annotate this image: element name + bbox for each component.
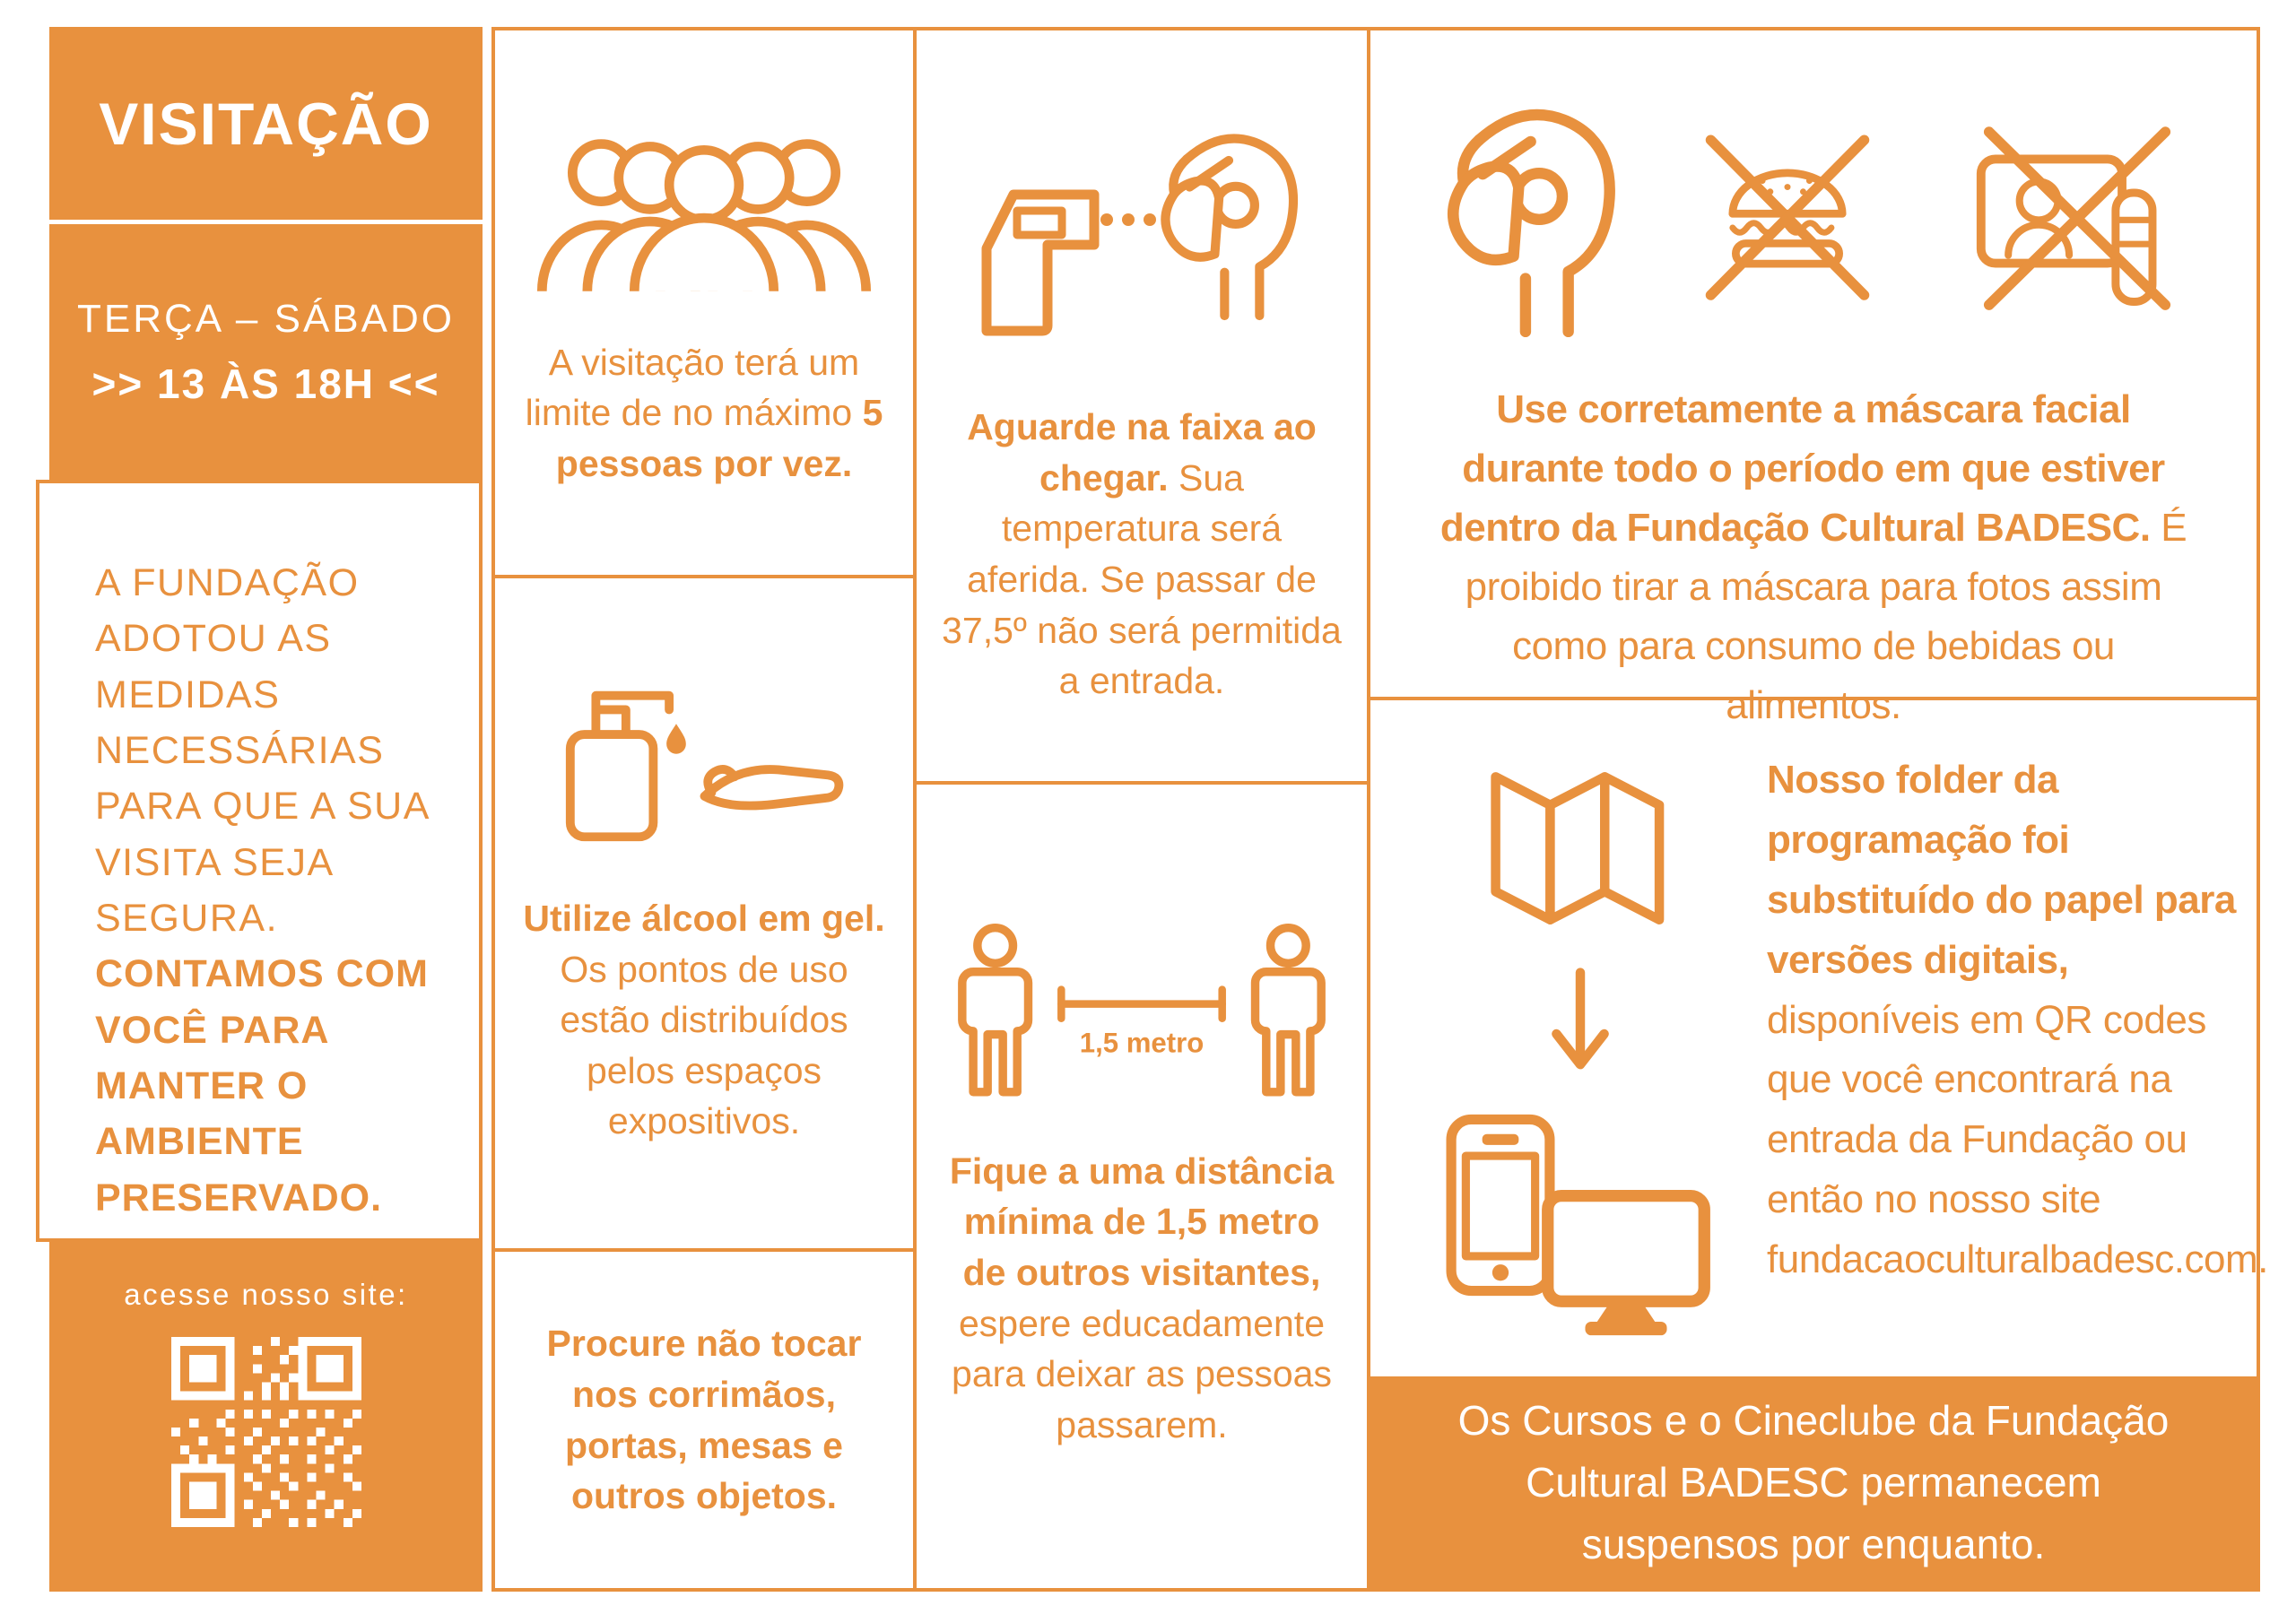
card-sanitizer-text: Utilize álcool em gel. Os pontos de uso estão distribuídos pelos espaços expositivos. (523, 898, 885, 1142)
card-mask-text: Use corretamente a máscara facial durante todo o período em que estiver dentro da Fundação Cultural BADESC. É proibido tirar a máscara para fotos assim como para consumo de bebidas ou alimentos. (1439, 387, 2187, 727)
no-photo-icon (1957, 95, 2197, 335)
card-digital-folder (1370, 700, 2268, 1376)
schedule-block (49, 224, 483, 480)
card-mask (1370, 30, 2257, 727)
suspension-notice-text: Os Cursos e o Cineclube da Fundação Cultural BADESC permanecem suspensos por enquanto. (1457, 1396, 2170, 1567)
schedule-days: TERÇA – SÁBADO (76, 296, 455, 341)
title-block (49, 27, 483, 220)
card-sanitizer (495, 578, 913, 1252)
card-distance (917, 785, 1367, 1588)
thermometer-mask-icon (976, 105, 1308, 360)
qr-block (49, 1242, 483, 1592)
mask-face-icon (1430, 86, 1618, 344)
intro-box (36, 480, 483, 1242)
intro-text: A FUNDAÇÃO ADOTOU AS MEDIDAS NECESSÁRIAS PARA QUE A SUA VISITA SEJA SEGURA. CONTAMOS COM VOCÊ PARA MANTER O AMBIENTE PRESERVADO. (95, 561, 429, 1219)
brochure-icon (1484, 758, 1677, 937)
devices-icons (1446, 1114, 1715, 1338)
arrow-down-icon (1546, 966, 1614, 1085)
card-no-touch-text: Procure não tocar nos corrimãos, portas, mesas e outros objetos. (546, 1323, 862, 1517)
card-digital-folder-text: Nosso folder da programação foi substituído do papel para versões digitais, disponíveis em QR codes que você encontrará na entrada da Fundação ou então no nosso site fundacaoculturalbadesc.com. (1767, 758, 2268, 1281)
sanitizer-hand-icon (556, 680, 852, 852)
schedule-hours: >> 13 ÀS 18H << (91, 360, 440, 407)
monitor-icon (1541, 1189, 1711, 1338)
no-food-icon (1670, 98, 1905, 333)
social-distance-icon (943, 923, 1341, 1105)
mask-rules-icons (1421, 81, 2206, 350)
right-panel (1370, 27, 2268, 1592)
distance-label: 1,5 metro (1079, 1027, 1205, 1059)
people-group-icon (521, 117, 887, 296)
card-temperature (917, 30, 1367, 785)
qr-code-icon (171, 1337, 361, 1527)
suspension-notice (1370, 1376, 2257, 1588)
card-distance-text: Fique a uma distância mínima de 1,5 metro de outros visitantes, espere educadamente para deixar as pessoas passarem. (949, 1150, 1335, 1445)
card-capacity-text: A visitação terá um limite de no máximo 5 pessoas por vez. (525, 341, 883, 484)
card-no-touch (495, 1252, 913, 1588)
column-hygiene (491, 27, 917, 1592)
left-column (36, 27, 483, 1592)
card-capacity (495, 30, 913, 578)
digital-folder-icons (1446, 751, 1715, 1376)
card-temperature-text: Aguarde na faixa ao chegar. Sua temperatura será aferida. Se passar de 37,5º não será permitida a entrada. (942, 406, 1342, 702)
site-label: acesse nosso site: (124, 1278, 408, 1311)
page-title: VISITAÇÃO (99, 90, 433, 157)
column-arrival (917, 27, 1370, 1592)
smartphone-icon (1446, 1114, 1555, 1297)
